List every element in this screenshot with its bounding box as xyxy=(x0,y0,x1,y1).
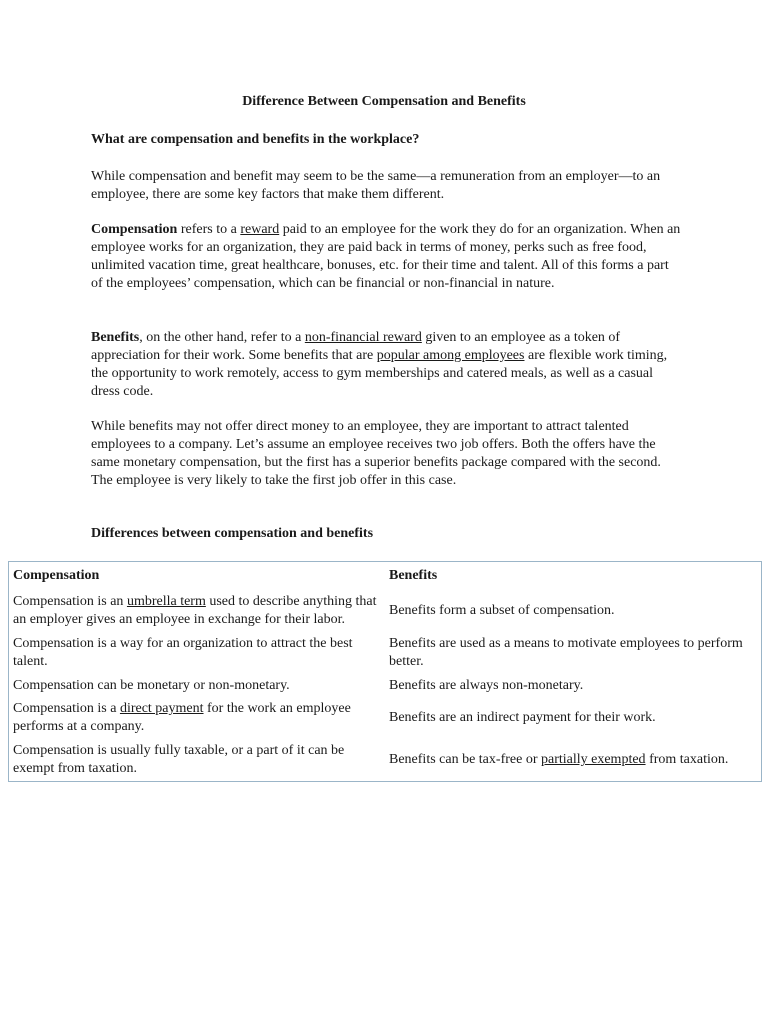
popular-among-employees-link[interactable]: popular among employees xyxy=(376,347,525,363)
compensation-cell xyxy=(9,674,386,698)
table-header-row xyxy=(9,562,762,590)
compensation-cell xyxy=(9,632,386,674)
text-span: refers to a xyxy=(177,222,241,237)
non-financial-reward-link[interactable]: non-financial reward xyxy=(304,330,422,345)
cell-text: Benefits are an indirect payment for their work. xyxy=(389,710,656,726)
cell-text: from taxation. xyxy=(645,752,729,768)
cell-link[interactable]: direct payment xyxy=(119,701,204,717)
benefits-term: Benefits xyxy=(91,330,140,345)
benefits-cell xyxy=(385,674,762,698)
cell-text: Compensation is usually fully taxable, or a part of it can be exempt from taxation. xyxy=(13,743,345,777)
table-header-compensation: Compensation xyxy=(13,568,100,583)
benefits-cell xyxy=(385,590,762,632)
reward-link[interactable]: reward xyxy=(240,222,280,237)
compensation-cell xyxy=(9,697,386,739)
cell-text: Compensation is a way for an organization to attract the best talent. xyxy=(13,635,353,669)
compensation-term: Compensation xyxy=(91,222,178,237)
text-span: are flexible work timing, the opportunity to work remotely, access to gym memberships and catered meals, as well as a casual dress code. xyxy=(91,347,668,399)
compensation-paragraph xyxy=(91,221,681,293)
cell-link[interactable]: umbrella term xyxy=(126,593,206,609)
intro-paragraph: While compensation and benefit may seem to be the same—a remuneration from an employer—to an employee, there are some key factors that make them different. xyxy=(91,169,661,202)
table-body xyxy=(9,590,762,782)
table-header-benefits: Benefits xyxy=(389,568,438,583)
cell-text: Benefits form a subset of compensation. xyxy=(389,602,615,618)
benefits-paragraph xyxy=(91,329,681,401)
benefits-cell xyxy=(385,739,762,781)
closing-paragraph: While benefits may not offer direct money to an employee, they are important to attract talented employees to a company. Let’s assume an employee receives two job offers. Both the offers have the same monetary compensation, but the first has a superior benefits package compared with the second. The employee is very likely to take the first job offer in this case. xyxy=(91,419,661,488)
cell-text: Compensation is a xyxy=(13,701,120,717)
compensation-cell xyxy=(9,590,386,632)
table-row xyxy=(9,697,762,739)
benefits-cell xyxy=(385,632,762,674)
text-span: paid to an employee for the work they do for an organization. When an employee works for an organization, they are paid back in terms of money, perks such as free food, unlimited vacation time, great healthcare, bonuses, etc. for their time and talent. All of this forms a part of the employees’ compensation, which can be financial or non-financial in nature. xyxy=(91,222,681,291)
benefits-cell xyxy=(385,697,762,739)
section-heading-differences: Differences between compensation and benefits xyxy=(91,526,374,541)
text-span: given to an employee as a token of appreciation for their work. Some benefits that are xyxy=(91,330,621,363)
section-heading-what-are: What are compensation and benefits in the workplace? xyxy=(91,132,420,147)
table-row xyxy=(9,632,762,674)
cell-text: Compensation is an xyxy=(13,593,127,609)
cell-link[interactable]: partially exempted xyxy=(540,752,646,768)
table-row xyxy=(9,739,762,781)
cell-text: Compensation can be monetary or non-monetary. xyxy=(13,677,290,693)
cell-text: Benefits are used as a means to motivate employees to perform better. xyxy=(389,635,743,669)
cell-text: for the work an employee performs at a company. xyxy=(13,701,351,735)
differences-table xyxy=(8,561,762,782)
cell-text: Benefits can be tax-free or xyxy=(389,752,541,768)
text-span: , on the other hand, refer to a xyxy=(139,330,305,345)
cell-text: Benefits are always non-monetary. xyxy=(389,677,584,693)
document-title: Difference Between Compensation and Benefits xyxy=(242,94,526,109)
table-row xyxy=(9,590,762,632)
cell-text: used to describe anything that an employer gives an employee in exchange for their labor. xyxy=(13,593,377,627)
table-row xyxy=(9,674,762,698)
compensation-cell xyxy=(9,739,386,781)
